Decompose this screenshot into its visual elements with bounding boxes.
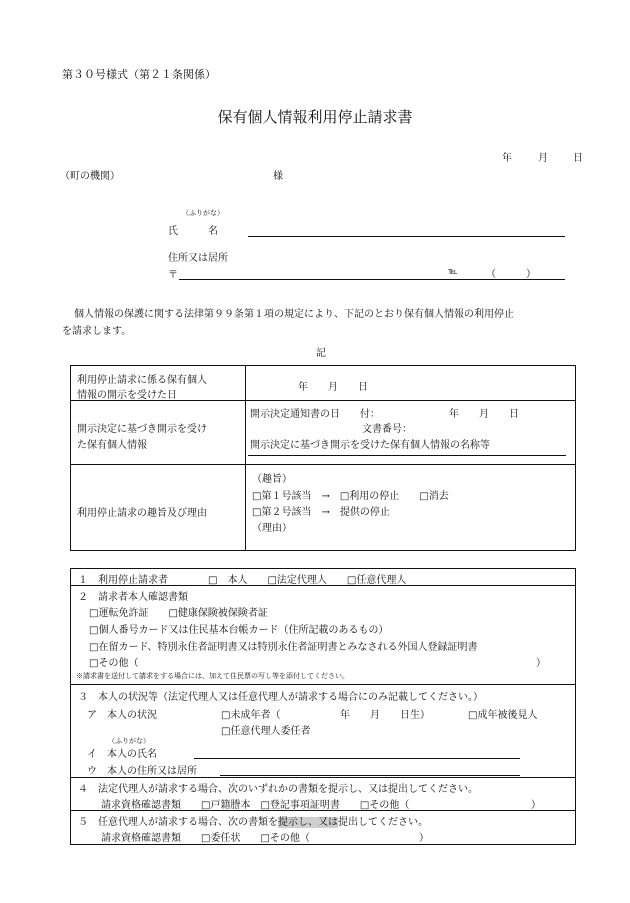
name-label: 氏 名 [168, 226, 218, 237]
row1-label-1: 利用停止請求に係る保有個人 [77, 375, 207, 386]
section5-docs[interactable]: 請求資格確認書類 □委任状 □その他（ [101, 833, 310, 844]
row2-doc-number[interactable]: 文書番号： [362, 424, 412, 435]
intro-line-1: 個人情報の保護に関する法律第９９条第１項の規定により、下記のとおり保有個人情報の利用停止 [74, 309, 514, 320]
section3-furigana: （ふりがな） [108, 737, 150, 745]
section2-other[interactable]: □その他（ [89, 658, 139, 669]
date-month: 月 [538, 153, 548, 164]
row1-value[interactable]: 年 月 日 [298, 382, 368, 393]
date-day: 日 [573, 153, 583, 164]
section2-title: ２ 請求者本人確認書類 [78, 592, 188, 603]
section4-title: ４ 法定代理人が請求する場合、次のいずれかの書類を提示し、又は提出してください。 [78, 784, 478, 795]
section3-birthdate[interactable]: 年 月 日生） [340, 710, 430, 721]
row2-notice-date[interactable]: 開示決定通知書の日 付： [250, 409, 380, 420]
section2-line-2[interactable]: □個人番号カード又は住民基本台帳カード（住所記載のあるもの） [89, 625, 389, 636]
section4-docs[interactable]: 請求資格確認書類 □戸籍謄本 □登記事項証明書 □その他（ [101, 800, 410, 811]
addressee-org: （町の機関） [60, 171, 120, 182]
row3-option-2[interactable]: □第２号該当 → 提供の停止 [252, 507, 390, 518]
table-row-line-2 [70, 464, 576, 465]
name-field-line[interactable] [248, 236, 565, 237]
section2-line-1[interactable]: □運転免許証 □健康保険被保険者証 [89, 608, 268, 619]
row2-label-1: 開示決定に基づき開示を受け [77, 424, 207, 435]
principal-name-line[interactable] [194, 758, 520, 759]
section3-adult-ward[interactable]: □成年被後見人 [468, 710, 538, 721]
section4-docs-close: ） [531, 800, 541, 811]
row2-label-2: た保有個人情報 [77, 440, 147, 451]
row3-purpose: （趣旨） [252, 474, 292, 485]
section2-other-close: ） [536, 658, 546, 669]
section5-highlight: 提示し、又は [278, 817, 338, 828]
section3-u-label: ウ 本人の住所又は居所 [87, 766, 197, 777]
section5-title-a: ５ 任意代理人が請求する場合、次の書類を [78, 817, 278, 828]
section2-note: ※請求書を送付して請求をする場合には、加えて住民票の写し等を添付してください。 [76, 672, 349, 680]
address-label: 住所又は居所 [168, 253, 228, 264]
furigana-label: （ふりがな） [182, 209, 224, 217]
section1-requester[interactable]: １ 利用停止請求者 □ 本人 □法定代理人 □任意代理人 [78, 575, 407, 586]
section5-title [78, 813, 428, 828]
table-divider [245, 365, 246, 551]
section3-minor[interactable]: □未成年者（ [221, 710, 281, 721]
row1-label-2: 情報の開示を受けた日 [77, 390, 177, 401]
row2-name-line[interactable] [248, 455, 566, 456]
section-line-3 [70, 777, 576, 778]
section5-title-c: 提出してください。 [338, 817, 428, 828]
section-line-2 [70, 684, 576, 685]
intro-line-2: を請求します。 [62, 326, 132, 337]
postal-mark: 〒 [168, 270, 178, 281]
row3-label: 利用停止請求の趣旨及び理由 [77, 508, 207, 519]
section3-a-label: ア 本人の状況 [87, 710, 157, 721]
section3-title: ３ 本人の状況等（法定代理人又は任意代理人が請求する場合にのみ記載してください。） [78, 692, 483, 703]
form-code: 第３０号様式（第２１条関係） [62, 68, 216, 81]
document-title: 保有個人情報利用停止請求書 [217, 108, 413, 126]
section2-line-3[interactable]: □在留カード、特別永住者証明書又は特別永住者証明書とみなされる外国人登録証明書 [89, 642, 478, 653]
section5-docs-close: ） [419, 833, 429, 844]
section3-i-label: イ 本人の氏名 [87, 749, 157, 760]
date-year: 年 [502, 153, 512, 164]
ki-label: 記 [316, 348, 326, 359]
tel-label: ℡ [448, 267, 458, 277]
row2-date[interactable]: 年 月 日 [449, 409, 519, 420]
address-field-line[interactable] [179, 279, 565, 280]
row2-info-name[interactable]: 開示決定に基づき開示を受けた保有個人情報の名称等 [250, 440, 490, 451]
principal-address-line[interactable] [220, 775, 520, 776]
row3-reason[interactable]: （理由） [252, 523, 292, 534]
row3-option-1[interactable]: □第１号該当 → □利用の停止 □消去 [252, 491, 449, 502]
section3-principal[interactable]: □任意代理人委任者 [221, 726, 311, 737]
addressee-honorific: 様 [273, 171, 283, 182]
tel-parens: （ ） [486, 269, 536, 280]
